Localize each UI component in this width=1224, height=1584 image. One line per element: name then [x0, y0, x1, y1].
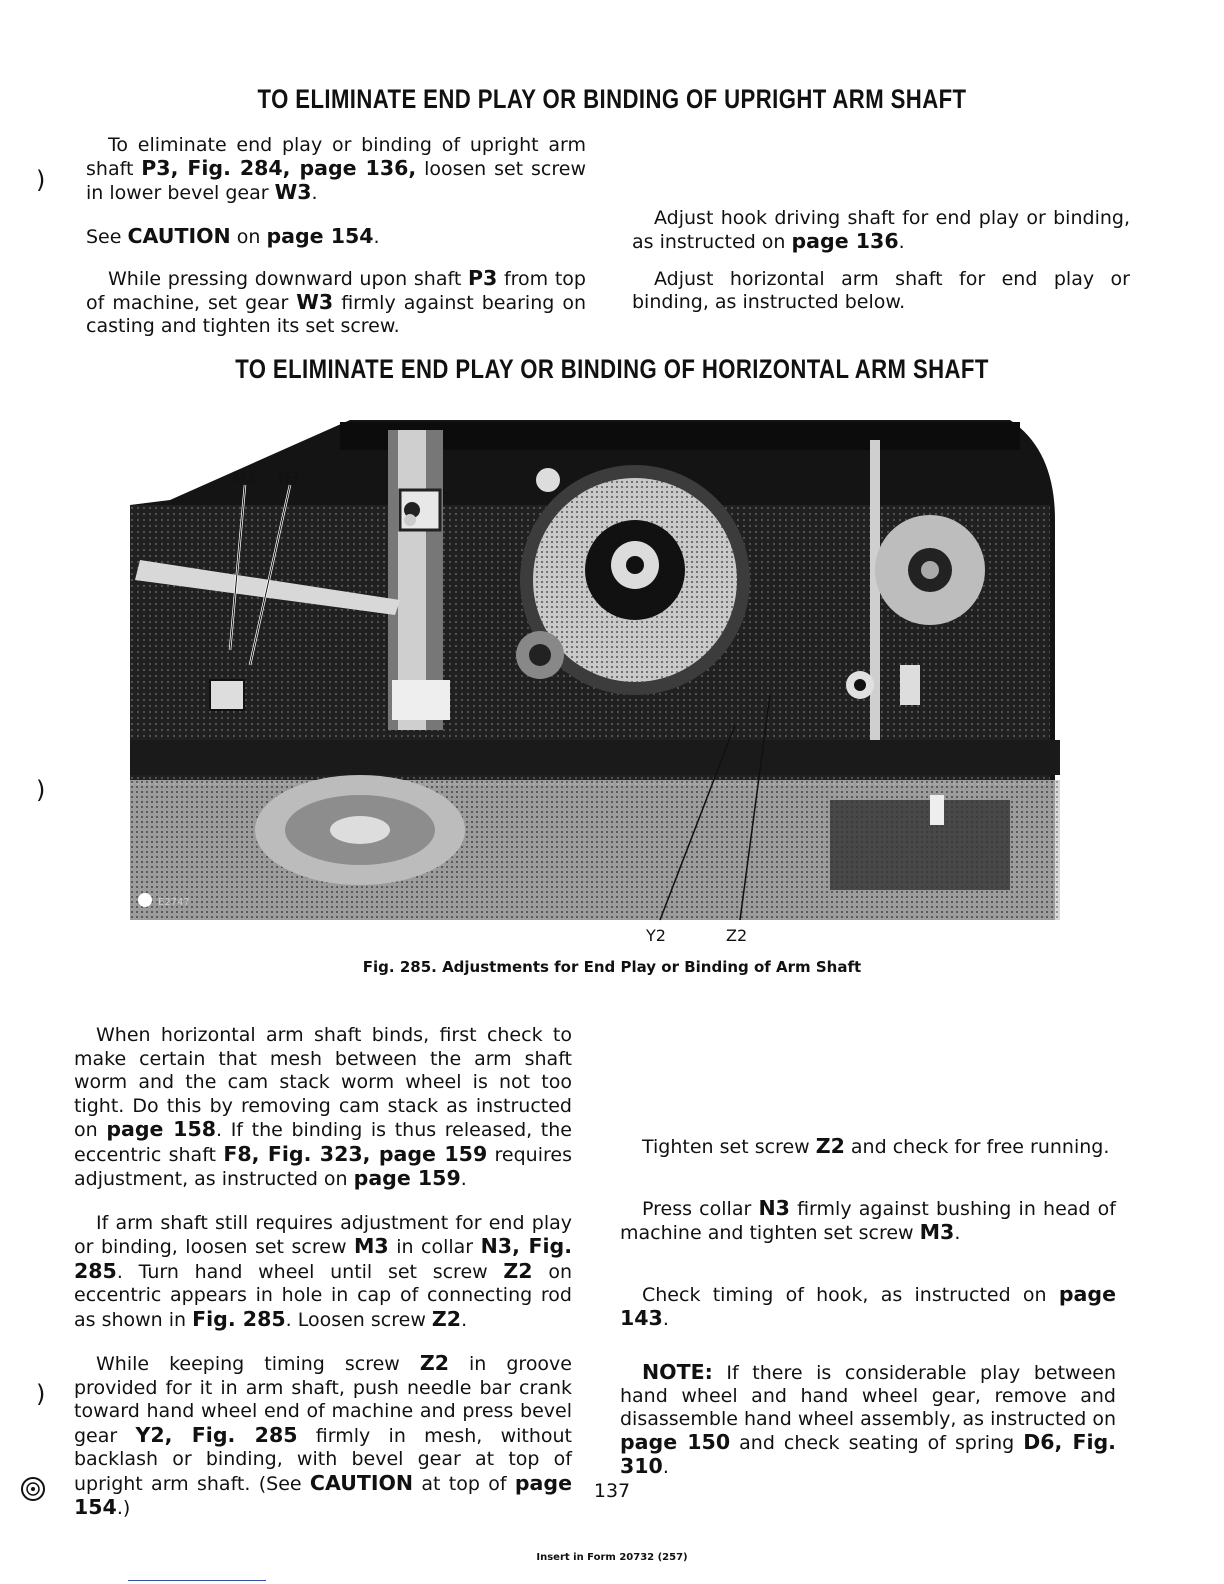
- horizontal-paragraph-6: Check timing of hook, as instructed on page 143.: [620, 1282, 1116, 1330]
- upright-paragraph-3: While pressing downward upon shaft P3 from top of machine, set gear W3 firmly against bearing on casting and tighten its set screw.: [86, 266, 586, 337]
- upright-paragraph-5: Adjust horizontal arm shaft for end play or binding, as instructed below.: [632, 268, 1130, 313]
- heading-horizontal-arm-shaft: TO ELIMINATE END PLAY OR BINDING OF HORIZONTAL ARM SHAFT: [235, 354, 989, 384]
- upright-paragraph-1: To eliminate end play or binding of upright arm shaft P3, Fig. 284, page 136, loosen set screw in lower bevel gear W3.: [86, 134, 586, 204]
- binding-hole-mark: ): [36, 1380, 46, 1408]
- binding-hole-mark: ): [36, 776, 46, 804]
- horizontal-paragraph-1: When horizontal arm shaft binds, first check to make certain that mesh between the arm shaft worm and the cam stack worm wheel is not too tight. Do this by removing cam stack as instructed on page 158. If the binding is thus released, the eccentric shaft F8, Fig. 323, page 159 requires adjustment, as instructed on page 159.: [74, 1024, 572, 1190]
- label-m3: M3: [232, 468, 256, 487]
- horizontal-right-column: [620, 1135, 1116, 1493]
- horizontal-paragraph-4: Tighten set screw Z2 and check for free running.: [642, 1134, 1110, 1158]
- horizontal-left-column: [74, 1024, 572, 1535]
- heading-upright-arm-shaft: TO ELIMINATE END PLAY OR BINDING OF UPRIGHT ARM SHAFT: [257, 84, 967, 114]
- label-z2: Z2: [726, 926, 748, 945]
- horizontal-paragraph-5: Press collar N3 firmly against bushing in head of machine and tighten set screw M3.: [620, 1196, 1116, 1244]
- label-y2: Y2: [646, 926, 666, 945]
- horizontal-paragraph-2: If arm shaft still requires adjustment for end play or binding, loosen set screw M3 in collar N3, Fig. 285. Turn hand wheel until set screw Z2 on eccentric appears in hole in cap of connecting rod as shown in Fig. 285. Loosen screw Z2.: [74, 1211, 572, 1331]
- upright-paragraph-2: See CAUTION on page 154.: [86, 224, 380, 248]
- upright-paragraph-4: Adjust hook driving shaft for end play or binding, as instructed on page 136.: [632, 207, 1130, 253]
- horizontal-paragraph-3: While keeping timing screw Z2 in groove provided for it in arm shaft, push needle bar crank toward hand wheel end of machine and press bevel gear Y2, Fig. 285 firmly in mesh, without backlash or binding, with bevel gear at top of upright arm shaft. (See CAUTION at top of page 154.): [74, 1351, 573, 1519]
- upright-left-column: [86, 134, 586, 352]
- figure-285-photo: [130, 410, 1060, 945]
- binding-hole-mark: ): [36, 166, 46, 194]
- sewing-machine-arm-illustration: [130, 410, 1060, 925]
- upright-right-column: [632, 207, 1130, 328]
- horizontal-paragraph-7: NOTE: If there is considerable play between hand wheel and hand wheel gear, remove and disassemble hand wheel assembly, as instructed on page 150 and check seating of spring D6, Fig. 310.: [620, 1360, 1116, 1478]
- footer-form-note: Insert in Form 20732 (257): [536, 1552, 688, 1563]
- label-n3: N3: [278, 468, 301, 487]
- bottom-rule: [128, 1580, 266, 1581]
- figure-caption: Fig. 285. Adjustments for End Play or Binding of Arm Shaft: [362, 958, 862, 976]
- figure-stamp: E2747: [158, 897, 190, 908]
- page-number: 137: [593, 1480, 631, 1502]
